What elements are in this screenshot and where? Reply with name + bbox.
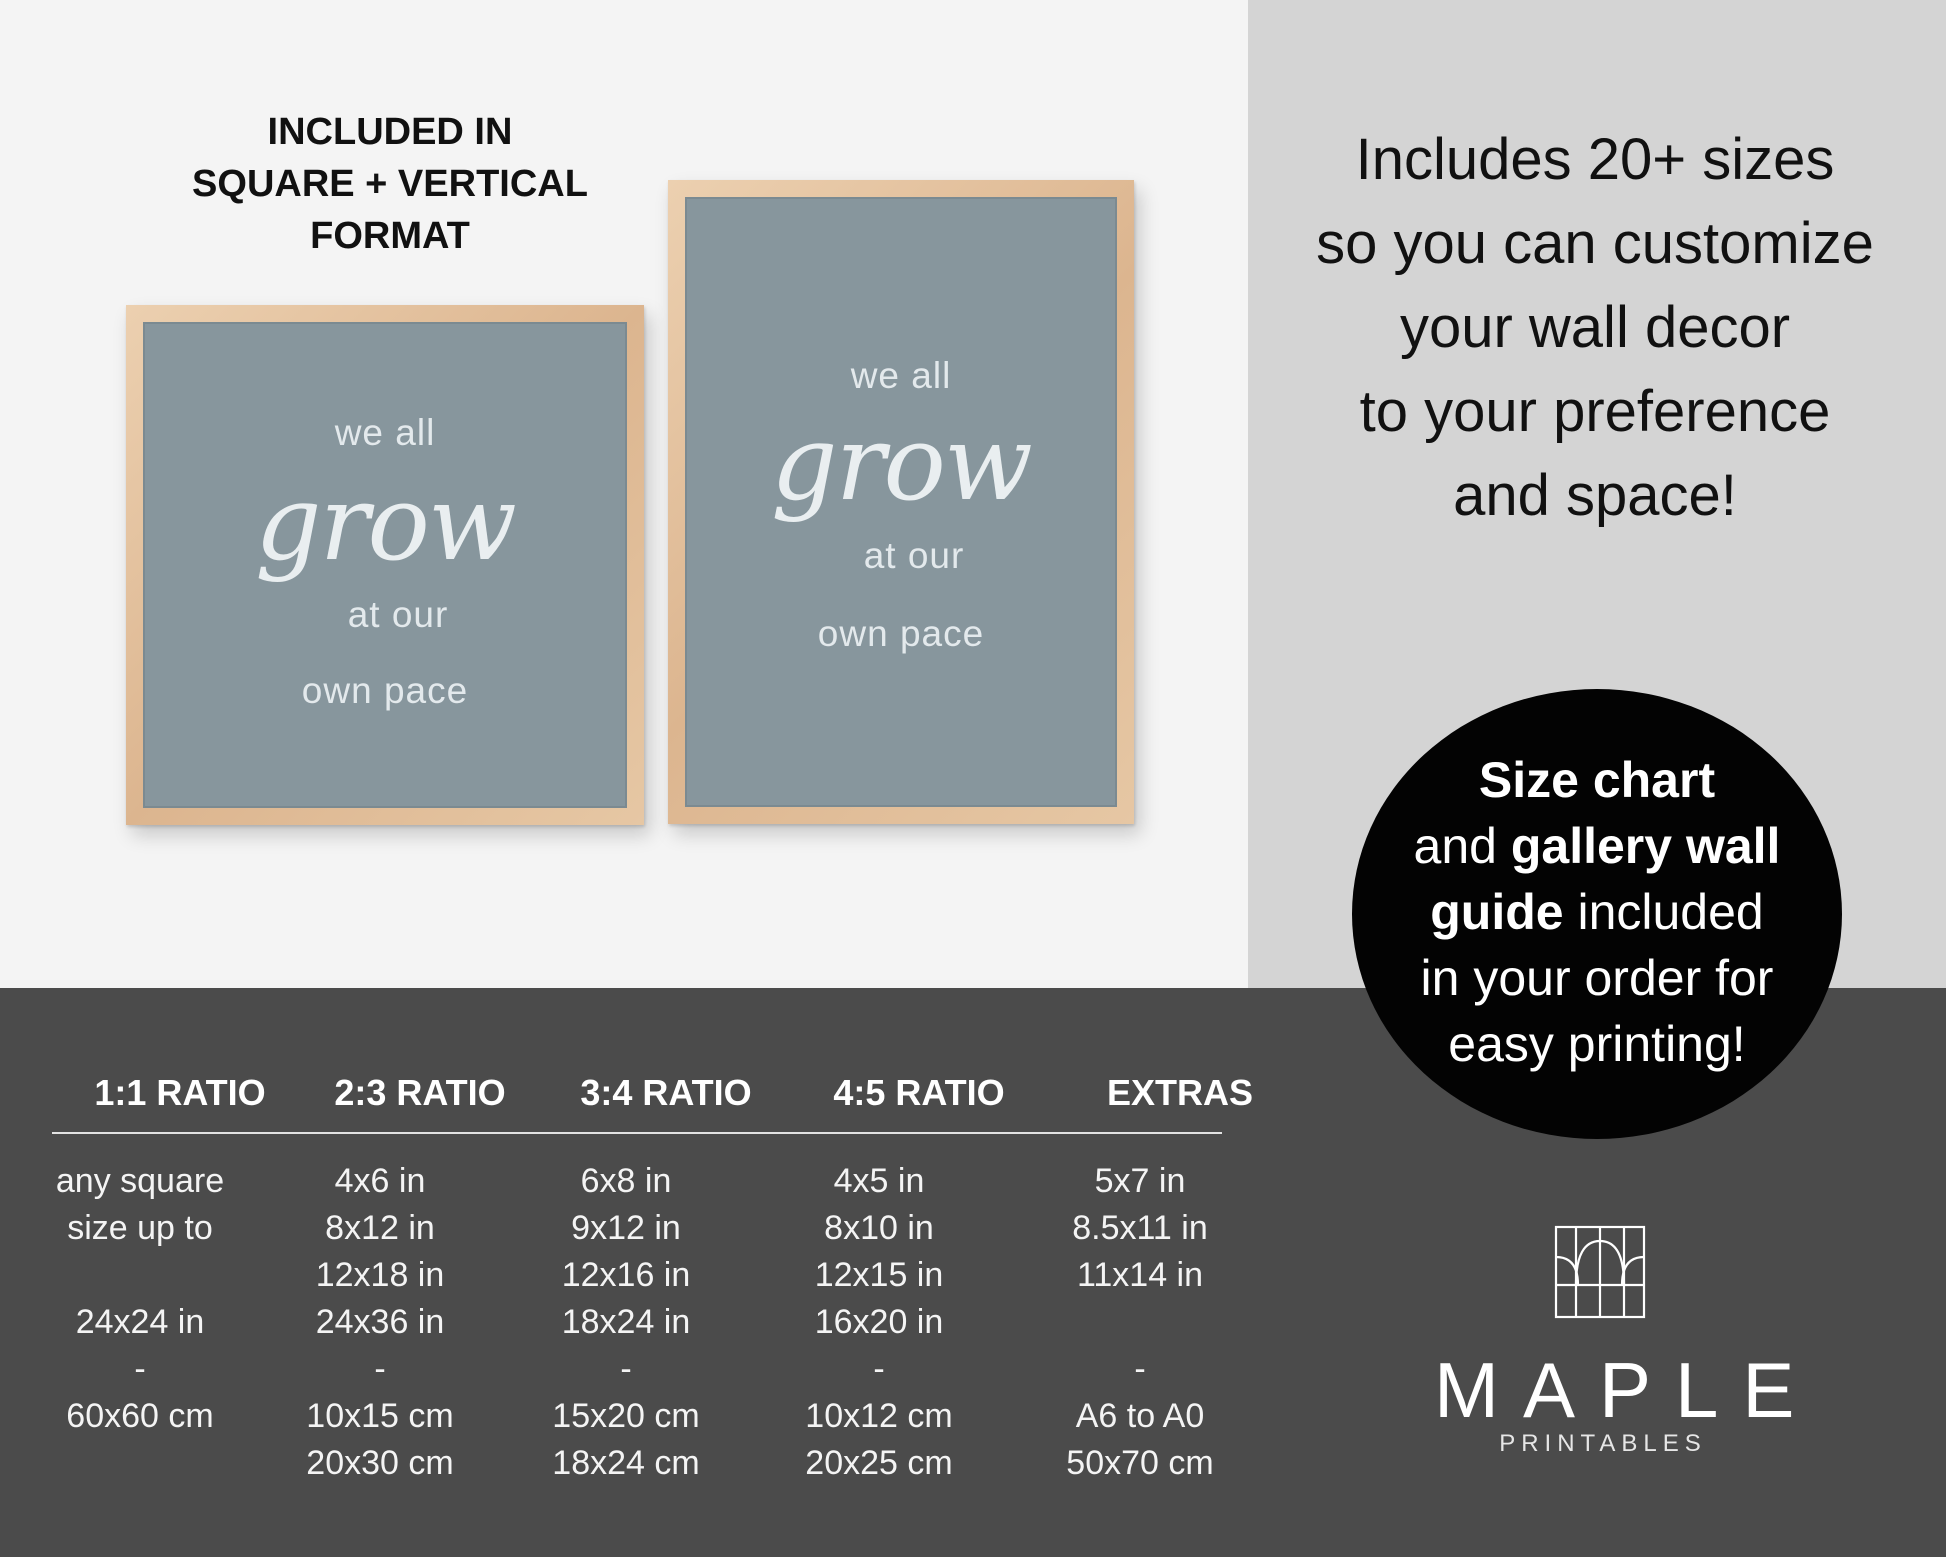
size-cell: 24x36 in <box>315 1303 445 1341</box>
poster-text-we-all: we all <box>334 412 436 453</box>
size-cell: 50x70 cm <box>1066 1444 1214 1482</box>
size-cell: 15x20 cm <box>552 1397 700 1435</box>
size-cell: - <box>1134 1350 1146 1388</box>
logo-subtitle: PRINTABLES <box>1499 1430 1707 1457</box>
promo-line: to your preference <box>1359 379 1831 444</box>
size-cell: 11x14 in <box>1076 1256 1204 1294</box>
size-cell: 4x5 in <box>833 1162 925 1200</box>
size-table <box>40 1062 1254 1532</box>
size-cell: A6 to A0 <box>1075 1397 1205 1435</box>
size-cell: 6x8 in <box>580 1162 672 1200</box>
poster-text-own-pace: own pace <box>301 670 469 711</box>
promo-text <box>1290 118 1900 538</box>
size-cell: 12x16 in <box>561 1256 691 1294</box>
poster-text-own-pace: own pace <box>817 613 985 654</box>
badge-bold-size-chart: Size chart <box>1478 752 1716 808</box>
vertical-poster <box>685 197 1117 807</box>
badge-text <box>1352 747 1842 1077</box>
size-cell: 12x15 in <box>814 1256 944 1294</box>
size-cell: 12x18 in <box>315 1256 445 1294</box>
poster-text-at-our: at our <box>347 594 449 635</box>
size-cell: 9x12 in <box>571 1209 681 1247</box>
size-cell: 4x6 in <box>334 1162 426 1200</box>
size-chart-badge <box>1352 689 1842 1139</box>
column-header-extras: EXTRAS <box>1106 1072 1254 1113</box>
column-header-3-4: 3:4 RATIO <box>580 1072 752 1113</box>
format-heading-line: FORMAT <box>310 215 470 257</box>
size-cell: 24x24 in <box>75 1303 205 1341</box>
format-heading-line: SQUARE + VERTICAL <box>192 163 588 205</box>
column-header-4-5: 4:5 RATIO <box>833 1072 1005 1113</box>
badge-text-printing: easy printing! <box>1448 1016 1746 1072</box>
promo-line: your wall decor <box>1399 295 1791 360</box>
square-frame <box>126 305 644 825</box>
size-cell: - <box>620 1350 632 1388</box>
size-cell: 5x7 in <box>1094 1162 1186 1200</box>
badge-bold-guide: guide <box>1430 884 1564 940</box>
format-heading-line: INCLUDED IN <box>267 111 513 153</box>
format-heading <box>140 106 640 262</box>
size-cell: - <box>134 1350 146 1388</box>
size-cell: - <box>873 1350 885 1388</box>
size-cell: 16x20 in <box>814 1303 944 1341</box>
badge-bold-gallery-wall: gallery wall <box>1510 818 1781 874</box>
size-cell: 10x12 cm <box>805 1397 953 1435</box>
size-cell: 8x10 in <box>824 1209 934 1247</box>
column-header-2-3: 2:3 RATIO <box>334 1072 506 1113</box>
size-cell: 18x24 cm <box>552 1444 700 1482</box>
size-cell: size up to <box>67 1209 213 1247</box>
promo-line: so you can customize <box>1316 211 1874 276</box>
poster-text-at-our: at our <box>863 535 965 576</box>
column-header-1-1: 1:1 RATIO <box>94 1072 266 1113</box>
size-cell: 20x25 cm <box>805 1444 953 1482</box>
poster-text-we-all: we all <box>850 355 952 396</box>
size-cell: any square <box>55 1162 225 1200</box>
poster-script-grow: grow <box>255 462 515 584</box>
size-cell: 18x24 in <box>561 1303 691 1341</box>
promo-line: Includes 20+ sizes <box>1355 127 1835 192</box>
maple-monogram-icon <box>1550 1225 1650 1320</box>
promo-line: and space! <box>1453 463 1737 528</box>
badge-text-and: and <box>1413 818 1511 874</box>
size-cell: - <box>374 1350 386 1388</box>
size-cell: 8x12 in <box>325 1209 435 1247</box>
size-cell: 10x15 cm <box>306 1397 454 1435</box>
maple-printables-logo <box>1410 1225 1819 1465</box>
vertical-frame <box>668 180 1134 824</box>
header-divider <box>52 1132 1222 1134</box>
size-cell: 20x30 cm <box>306 1444 454 1482</box>
badge-text-included: included <box>1563 884 1764 940</box>
size-cell: 60x60 cm <box>66 1397 214 1435</box>
size-cell: 8.5x11 in <box>1072 1209 1208 1247</box>
logo-name: MAPLE <box>1434 1346 1819 1434</box>
poster-script-grow: grow <box>771 402 1031 524</box>
square-poster <box>143 322 627 808</box>
badge-text-order: in your order for <box>1420 950 1774 1006</box>
